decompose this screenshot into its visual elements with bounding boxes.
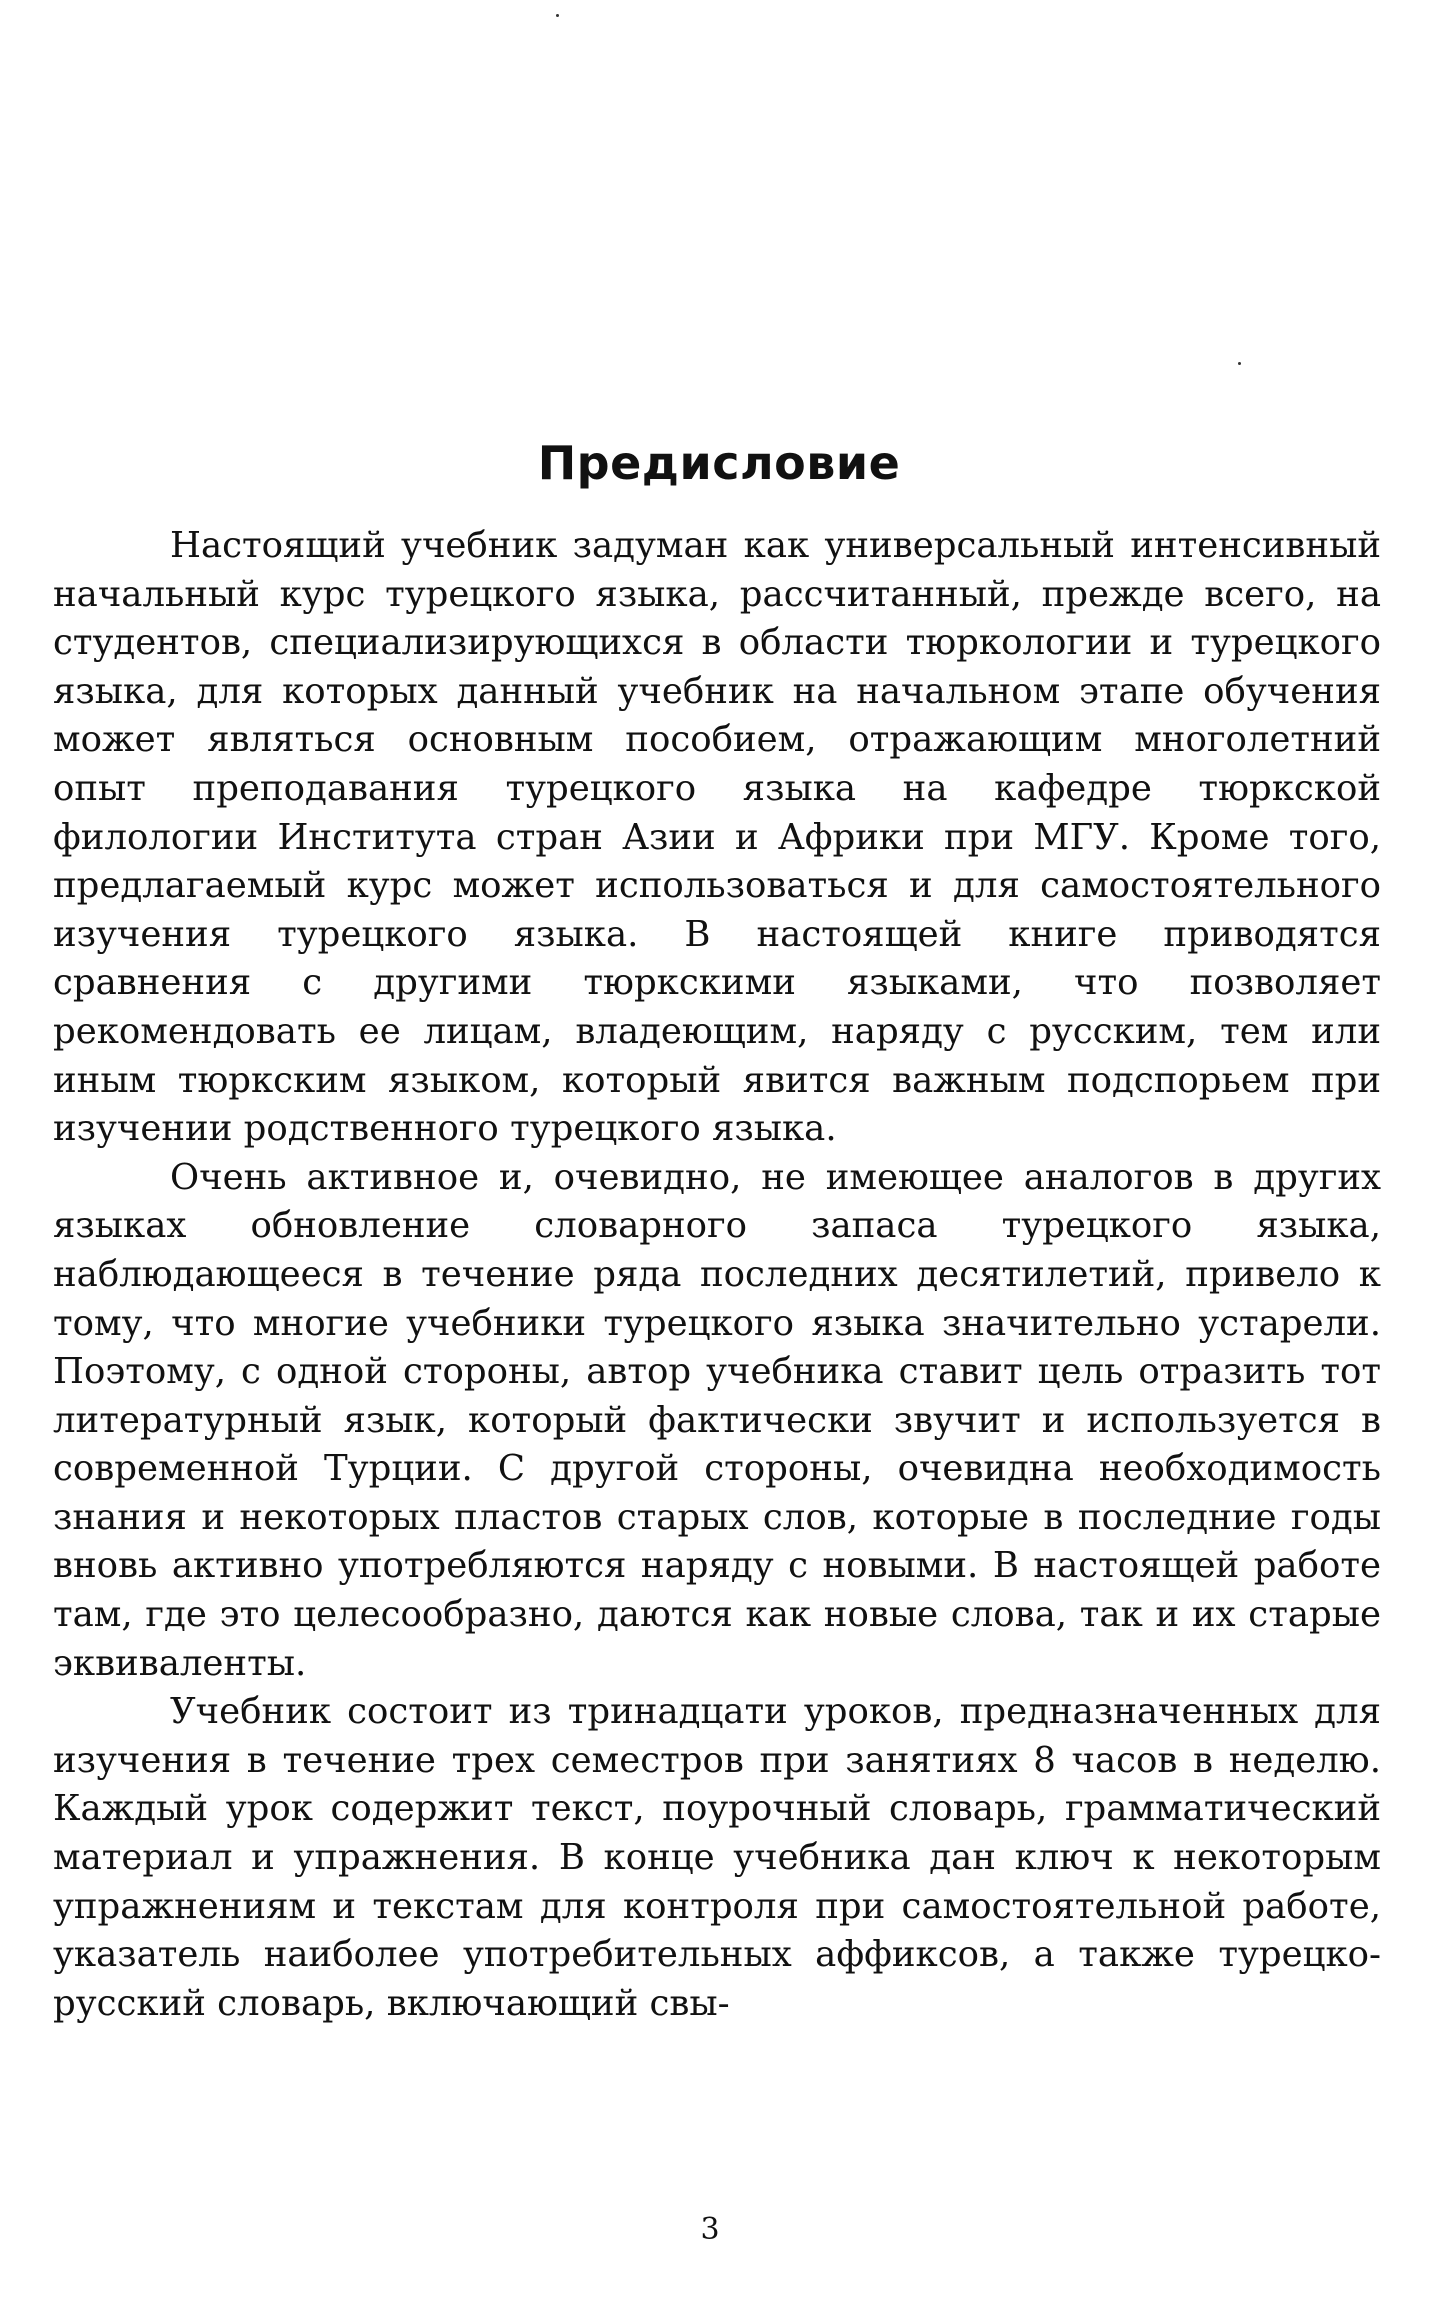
page-number: 3: [700, 2212, 720, 2247]
paragraph: Настоящий учебник задуман как универсальный интенсивный начальный курс турецкого языка, рассчитанный, прежде всего, на студентов, специализирующихся в области тюркологии и турецкого языка, для которых данный учебник на начальном этапе обучения может являться основным пособием, отражающим многолетний опыт преподавания турецкого языка на кафедре тюркской филологии Института стран Азии и Африки при МГУ. Кроме того, предлагаемый курс может использоваться и для самостоятельного изучения турецкого языка. В настоящей книге приводятся сравнения с другими тюркскими языками, что позволяет рекомендовать ее лицам, владеющим, наряду с русским, тем или иным тюркским языком, который явится важным подспорьем при изучении родственного турецкого языка.: [53, 525, 1381, 1150]
scan-speck: [556, 14, 559, 17]
body-text: [53, 522, 1381, 2028]
scan-speck: [1238, 362, 1241, 365]
page-title: Предисловие: [537, 436, 901, 490]
paragraph: Учебник состоит из тринадцати уроков, предназначенных для изучения в течение трех семестров при занятиях 8 часов в неделю. Каждый урок содержит текст, поурочный словарь, грамматический материал и упражнения. В конце учебника дан ключ к некоторым упражнениям и текстам для контроля при самостоятельной работе, указатель наиболее употребительных аффиксов, а также турецко-русский словарь, включающий свы-: [53, 1691, 1381, 2024]
paragraph: Очень активное и, очевидно, не имеющее аналогов в других языках обновление словарного запаса турецкого языка, наблюдающееся в течение ряда последних десятилетий, привело к тому, что многие учебники турецкого языка значительно устарели. Поэтому, с одной стороны, автор учебника ставит цель отразить тот литературный язык, который фактически звучит и используется в современной Турции. С другой стороны, очевидна необходимость знания и некоторых пластов старых слов, которые в последние годы вновь активно употребляются наряду с новыми. В настоящей работе там, где это целесообразно, даются как новые слова, так и их старые эквиваленты.: [53, 1156, 1381, 1684]
